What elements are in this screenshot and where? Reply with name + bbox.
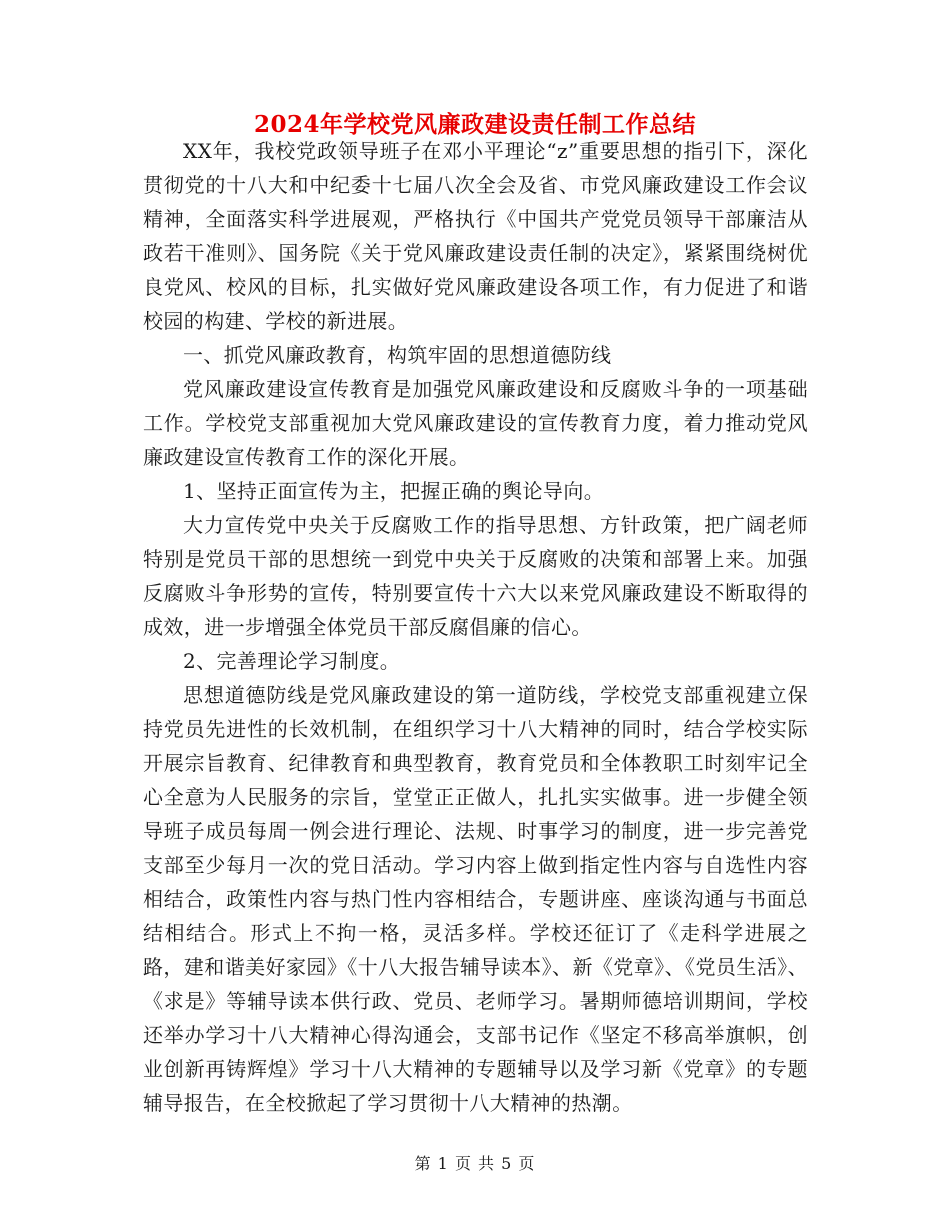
section-heading-1: 一、抓党风廉政教育，构筑牢固的思想道德防线 (183, 343, 612, 367)
paragraph-intro: XX年，我校党政领导班子在邓小平理论“z”重要思想的指引下，深化贯彻党的十八大和中纪委十七届八次全会及省、市党风廉政建设工作会议精神，全面落实科学进展观，严格执行《中国共产党党员领导干部廉洁从政若干准则》、国务院《关于党风廉政建设责任制的决定》，紧紧围绕树优良党风、校风的目标，扎实做好党风廉政建设各项工作，有力促进了和谐校园的构建、学校的新进展。 (143, 139, 808, 333)
paragraph-subsection-2: 思想道德防线是党风廉政建设的第一道防线，学校党支部重视建立保持党员先进性的长效机制，在组织学习十八大精神的同时，结合学校实际开展宗旨教育、纪律教育和典型教育，教育党员和全体教职工时刻牢记全心全意为人民服务的宗旨，堂堂正正做人，扎扎实实做事。进一步健全领导班子成员每周一例会进行理论、法规、时事学习的制度，进一步完善党支部至少每月一次的党日活动。学习内容上做到指定性内容与自选性内容相结合，政策性内容与热门性内容相结合，专题讲座、座谈沟通与书面总结相结合。形式上不拘一格，灵活多样。学校还征订了《走科学进展之路，建和谐美好家园》《十八大报告辅导读本》、新《党章》、《党员生活》、《求是》等辅导读本供行政、党员、老师学习。暑期师德培训期间，学校还举办学习十八大精神心得沟通会，支部书记作《坚定不移高举旗帜，创业创新再铸辉煌》学习十八大精神的专题辅导以及学习新《党章》的专题辅导报告，在全校掀起了学习贯彻十八大精神的热潮。 (143, 683, 808, 1115)
document-body (143, 134, 808, 1120)
document-title: 2024年学校党风廉政建设责任制工作总结 (253, 111, 696, 138)
subheading-2: 2、完善理论学习制度。 (183, 649, 401, 673)
paragraph-subsection-1: 大力宣传党中央关于反腐败工作的指导思想、方针政策，把广阔老师特别是党员干部的思想统一到党中央关于反腐败的决策和部署上来。加强反腐败斗争形势的宣传，特别要宣传十六大以来党风廉政建设不断取得的成效，进一步增强全体党员干部反腐倡廉的信心。 (143, 513, 808, 639)
page-footer: 第 1 页 共 5 页 (414, 1154, 536, 1173)
subheading-1: 1、坚持正面宣传为主，把握正确的舆论导向。 (183, 479, 605, 503)
paragraph-section-1: 党风廉政建设宣传教育是加强党风廉政建设和反腐败斗争的一项基础工作。学校党支部重视加大党风廉政建设的宣传教育力度，着力推动党风廉政建设宣传教育工作的深化开展。 (143, 377, 808, 469)
